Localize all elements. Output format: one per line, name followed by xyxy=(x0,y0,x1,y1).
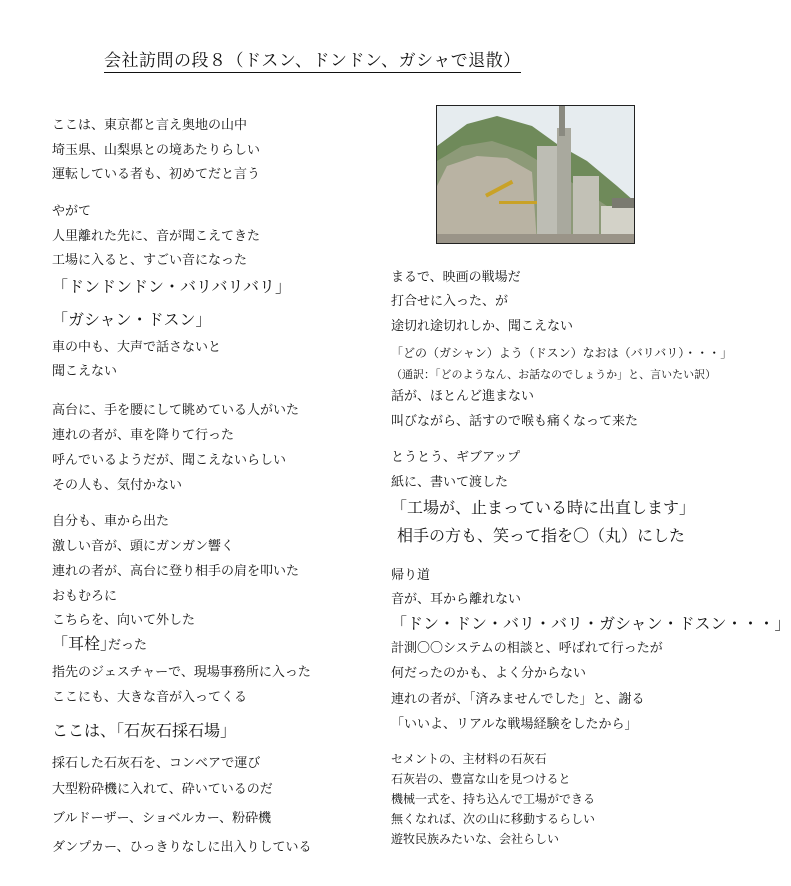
sound-effect-line: 「ドン・ドン・バリ・バリ・ガシャン・ドスン・・・」 xyxy=(391,614,791,633)
quarry-photo xyxy=(436,105,635,244)
text-line: セメントの、主材料の石灰石 xyxy=(391,752,547,766)
text-line: 紙に、書いて渡した xyxy=(391,475,509,490)
earplug-label: 「耳栓」 xyxy=(52,634,117,653)
text-line: 運転している者も、初めてだと言う xyxy=(52,167,261,182)
text-line: おもむろに xyxy=(52,589,118,604)
quarry-photo-illustration xyxy=(437,106,634,243)
text-line: 埼玉県、山梨県との境あたりらしい xyxy=(52,143,261,158)
text-line: 石灰岩の、豊富な山を見つけると xyxy=(391,772,571,786)
text-line: ここは、東京都と言え奥地の山中 xyxy=(52,118,248,133)
text-line: 途切れ途切れしか、聞こえない xyxy=(391,319,574,334)
text-line: 叫びながら、話すので喉も痛くなって来た xyxy=(391,414,639,429)
text-line: 遊牧民族みたいな、会社らしい xyxy=(391,832,560,846)
text-line: 人里離れた先に、音が聞こえてきた xyxy=(52,229,261,244)
sound-effect-line: 「ガシャン・ドスン」 xyxy=(52,310,212,329)
text-line: 大型粉砕機に入れて、砕いているのだ xyxy=(52,782,273,797)
text-line: 採石した石灰石を、コンベアで運び xyxy=(52,756,261,771)
text-line: 帰り道 xyxy=(391,568,431,583)
text-line: ここにも、大きな音が入ってくる xyxy=(52,690,248,705)
text-line: 無くなれば、次の山に移動するらしい xyxy=(391,812,596,826)
text-line: こちらを、向いて外した xyxy=(52,613,196,628)
text-line: 呼んでいるようだが、聞こえないらしい xyxy=(52,453,287,468)
text-line: まるで、映画の戦場だ xyxy=(391,270,521,285)
text-line: 音が、耳から離れない xyxy=(391,592,522,607)
text-line: 話が、ほとんど進まない xyxy=(391,389,535,404)
quarry-heading: ここは、「石灰石採石場」 xyxy=(52,721,237,740)
text-line: 機械一式を、持ち込んで工場ができる xyxy=(391,792,596,806)
text-line: 自分も、車から出た xyxy=(52,514,170,529)
text-line: ブルドーザー、ショベルカー、粉砕機 xyxy=(52,811,272,826)
text-line: だった xyxy=(108,638,148,653)
note-quote: 「工場が、止まっている時に出直します」 xyxy=(391,498,696,517)
text-line: 打合せに入った、が xyxy=(391,294,509,309)
text-line: とうとう、ギブアップ xyxy=(391,450,521,465)
text-line: 「いいよ、リアルな戦場経験をしたから」 xyxy=(391,717,638,732)
text-line: 連れの者が、高台に登り相手の肩を叩いた xyxy=(52,564,300,579)
translation-note: （通訳：「どのようなん、お話なのでしょうか」と、言いたい訳） xyxy=(391,368,717,381)
text-line: 激しい音が、頭にガンガン響く xyxy=(52,539,235,554)
text-line: 車の中も、大声で話さないと xyxy=(52,340,222,355)
text-line: 高台に、手を腰にして眺めている人がいた xyxy=(52,403,300,418)
text-line: ダンプカー、ひっきりなしに出入りしている xyxy=(52,840,312,855)
text-line: 連れの者が、車を降りて行った xyxy=(52,428,235,443)
text-line: 聞こえない xyxy=(52,364,118,379)
page-title: 会社訪問の段８（ドスン、ドンドン、ガシャで退散） xyxy=(104,46,521,73)
sound-effect-line: 「ドンドンドン・バリバリバリ」 xyxy=(52,277,292,296)
text-line: 何だったのかも、よく分からない xyxy=(391,666,587,681)
text-line: その人も、気付かない xyxy=(52,478,183,493)
text-line: 「どの（ガシャン）よう（ドスン）なおは（バリバリ）・・・」 xyxy=(391,346,733,360)
text-line: 工場に入ると、すごい音になった xyxy=(52,253,248,268)
text-line: 計測〇〇システムの相談と、呼ばれて行ったが xyxy=(391,641,663,656)
text-line: 相手の方も、笑って指を〇（丸）にした xyxy=(397,526,686,545)
text-line: 連れの者が、「済みませんでした」と、謝る xyxy=(391,692,645,707)
text-line: やがて xyxy=(52,204,92,219)
text-line: 指先のジェスチャーで、現場事務所に入った xyxy=(52,665,311,680)
